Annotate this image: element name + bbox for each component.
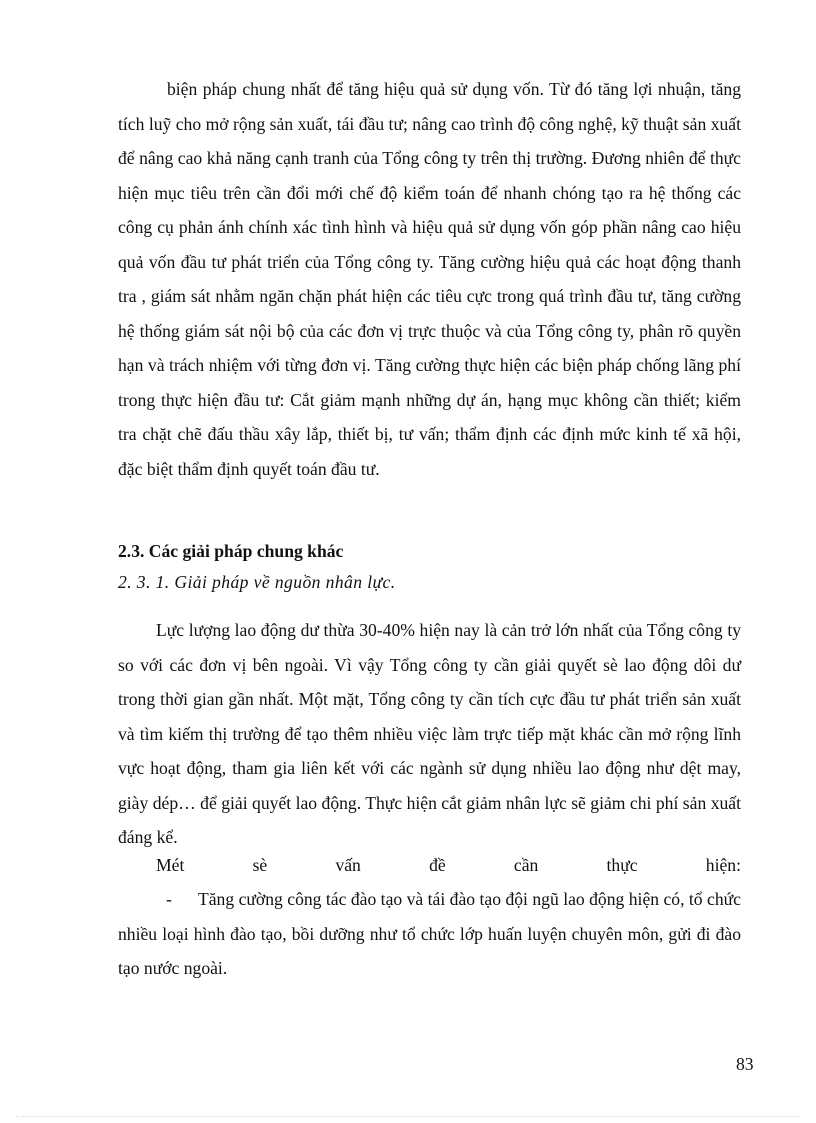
- body-paragraph-2: Lực lượng lao động dư thừa 30-40% hiện nay là cản trở lớn nhất của Tổng công ty so với các đơn vị bên ngoài. Vì vậy Tổng công ty cần giải quyết sè lao động dôi dư trong thời gian gần nhất. Một mặt, Tổng công ty cần tích cực đầu tư phát triển sản xuất và tìm kiếm thị trường để tạo thêm nhiều việc làm trực tiếp mặt khác cần mở rộng lĩnh vực hoạt động, tham gia liên kết với các ngành sử dụng nhiều lao động như dệt may, giày dép… để giải quyết lao động. Thực hiện cắt giảm nhân lực sẽ giảm chi phí sản xuất đáng kể.: [118, 620, 741, 847]
- spread-word: thực: [606, 855, 638, 875]
- body-paragraph-1: biện pháp chung nhất để tăng hiệu quả sử dụng vốn. Từ đó tăng lợi nhuận, tăng tích luỹ cho mở rộng sản xuất, tái đầu tư; nâng cao trình độ công nghệ, kỹ thuật sản xuất để nâng cao khả năng cạnh tranh của Tổng công ty trên thị trường. Đương nhiên để thực hiện mục tiêu trên cần đổi mới chế độ kiểm toán để nhanh chóng tạo ra hệ thống các công cụ phản ánh chính xác tình hình và hiệu quả sử dụng vốn góp phần nâng cao hiệu quả vốn đầu tư phát triển của Tổng công ty. Tăng cường hiệu quả các hoạt động thanh tra , giám sát nhằm ngăn chặn phát hiện các tiêu cực trong quá trình đầu tư, tăng cường hệ thống giám sát nội bộ của các đơn vị trực thuộc và của Tổng công ty, phân rõ quyền hạn và trách nhiệm với từng đơn vị. Tăng cường thực hiện các biện pháp chống lãng phí trong thực hiện đầu tư: Cắt giảm mạnh những dự án, hạng mục không cần thiết; kiểm tra chặt chẽ đấu thầu xây lắp, thiết bị, tư vấn; thẩm định các định mức kinh tế xã hội, đặc biệt thẩm định quyết toán đầu tư.: [118, 79, 741, 479]
- bullet-marker: -: [166, 889, 172, 909]
- spread-word: hiện:: [705, 855, 741, 875]
- subsection-heading: 2. 3. 1. Giải pháp về nguồn nhân lực.: [118, 572, 396, 592]
- bullet-text: Tăng cường công tác đào tạo và tái đào tạo đội ngũ lao động hiện có, tổ chức nhiều loại hình đào tạo, bồi dưỡng như tổ chức lớp huấn luyện chuyên môn, gửi đi đào tạo nước ngoài.: [118, 889, 741, 978]
- section-heading: 2.3. Các giải pháp chung khác: [118, 541, 344, 561]
- spread-word: cần: [513, 855, 539, 875]
- bullet-item: [118, 882, 741, 986]
- footer-divider: [16, 1116, 800, 1117]
- spread-word: vấn: [335, 855, 361, 875]
- spread-justified-line: [156, 850, 741, 880]
- spread-word: đề: [429, 855, 446, 875]
- spread-word: sè: [252, 855, 268, 875]
- page-number: 83: [736, 1054, 754, 1074]
- spread-word: Mét: [156, 855, 185, 875]
